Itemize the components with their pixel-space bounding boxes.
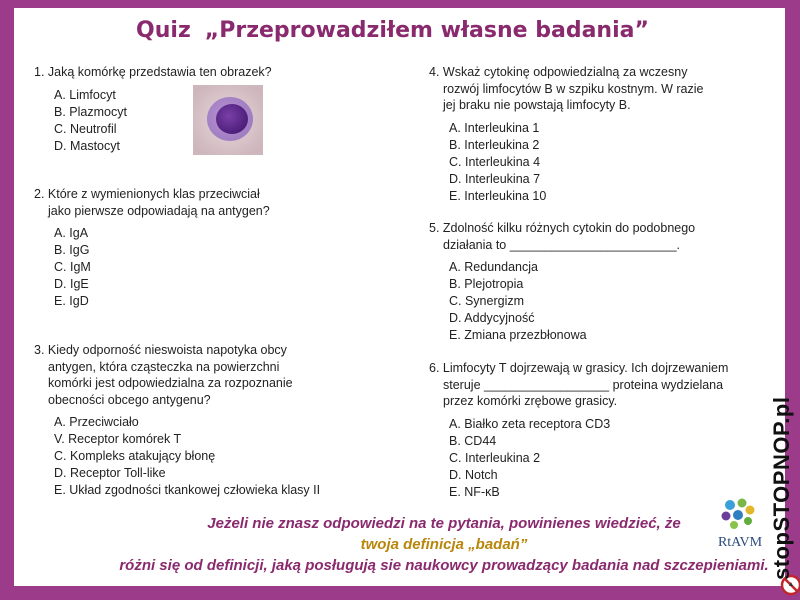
- answer-option: C. IgM: [54, 260, 91, 274]
- answer-option: E. Zmiana przezbłonowa: [449, 328, 587, 342]
- answer-option: A. Przeciwciało: [54, 415, 139, 429]
- answer-option: A. IgA: [54, 226, 89, 240]
- answer-option: A. Limfocyt: [54, 87, 116, 102]
- answer-option: C. Kompleks atakujący błonę: [54, 449, 216, 463]
- footer-message: [109, 513, 779, 576]
- answer-option: A. Białko zeta receptora CD3: [449, 416, 611, 431]
- answer-option: D. Notch: [449, 467, 498, 482]
- answer-list: [429, 120, 779, 205]
- answer-list: [429, 259, 779, 344]
- question-6: [429, 360, 779, 501]
- title-subtitle: „Przeprowadziłem własne badania”: [204, 18, 649, 43]
- page-title: [14, 18, 785, 43]
- answer-option: A. Redundancja: [449, 260, 538, 274]
- answer-list: [429, 416, 779, 501]
- question-stem: 3. Kiedy odporność nieswoista napotyka obcy antygen, która cząsteczka na powierzchni komórki jest odpowiedzialna za rozpoznanie obecności obcego antygenu?: [34, 343, 293, 407]
- answer-option: B. Interleukina 2: [449, 137, 540, 152]
- answer-option: D. Interleukina 7: [449, 171, 541, 186]
- brand-text: stopSTOPNOP.pl: [769, 396, 794, 580]
- answer-option: C. Synergizm: [449, 294, 525, 308]
- answer-option: C. Interleukina 4: [449, 154, 541, 169]
- answer-option: E. NF-κB: [449, 484, 500, 499]
- question-stem: 4. Wskaż cytokinę odpowiedzialną za wczesny rozwój limfocytów B w szpiku kostnym. W razie jej braku nie powstają limfocyty B.: [429, 65, 704, 112]
- answer-option: B. IgG: [54, 243, 90, 257]
- answer-option: V. Receptor komórek T: [54, 432, 182, 446]
- title-quiz: Quiz: [136, 18, 191, 43]
- cell-micrograph: [193, 85, 263, 155]
- question-2: [34, 186, 364, 310]
- answer-option: D. Receptor Toll-like: [54, 466, 166, 480]
- question-4: [429, 64, 779, 205]
- answer-list: [34, 225, 364, 310]
- footer-line-1: Jeżeli nie znasz odpowiedzi na te pytania, powinienes wiedzieć, że: [207, 515, 681, 532]
- answer-option: D. IgE: [54, 277, 89, 291]
- question-3: [34, 342, 394, 499]
- answer-option: C. Interleukina 2: [449, 450, 541, 465]
- answer-option: B. Plazmocyt: [54, 104, 127, 119]
- answer-list: [34, 414, 394, 499]
- quiz-sheet: [14, 8, 785, 586]
- answer-option: A. Interleukina 1: [449, 120, 540, 135]
- answer-option: D. Addycyjność: [449, 311, 535, 325]
- question-stem: 1. Jaką komórkę przedstawia ten obrazek?: [34, 65, 272, 79]
- answer-option: E. Interleukina 10: [449, 188, 547, 203]
- answer-option: E. Układ zgodności tkankowej człowieka klasy II: [54, 483, 321, 497]
- answer-option: D. Mastocyt: [54, 138, 120, 153]
- logo-text: RtAVM: [717, 535, 763, 550]
- question-5: [429, 220, 779, 344]
- question-stem: 6. Limfocyty T dojrzewają w grasicy. Ich dojrzewaniem steruje __________________ proteina wydzielana przez komórki zrębowe grasicy.: [429, 361, 729, 408]
- answer-option: E. IgD: [54, 294, 89, 308]
- question-stem: 2. Które z wymienionych klas przeciwciał jako pierwsze odpowiadają na antygen?: [34, 187, 270, 218]
- answer-option: C. Neutrofil: [54, 121, 117, 136]
- question-stem: 5. Zdolność kilku różnych cytokin do podobnego działania to ________________________.: [429, 221, 696, 252]
- footer-line-3: różni się od definicji, jaką posługują sie naukowcy prowadzący badania nad szczepieniami.: [119, 557, 769, 574]
- answer-option: B. Plejotropia: [449, 277, 524, 291]
- footer-line-2: twoja definicja „badań”: [360, 536, 528, 553]
- answer-option: B. CD44: [449, 433, 497, 448]
